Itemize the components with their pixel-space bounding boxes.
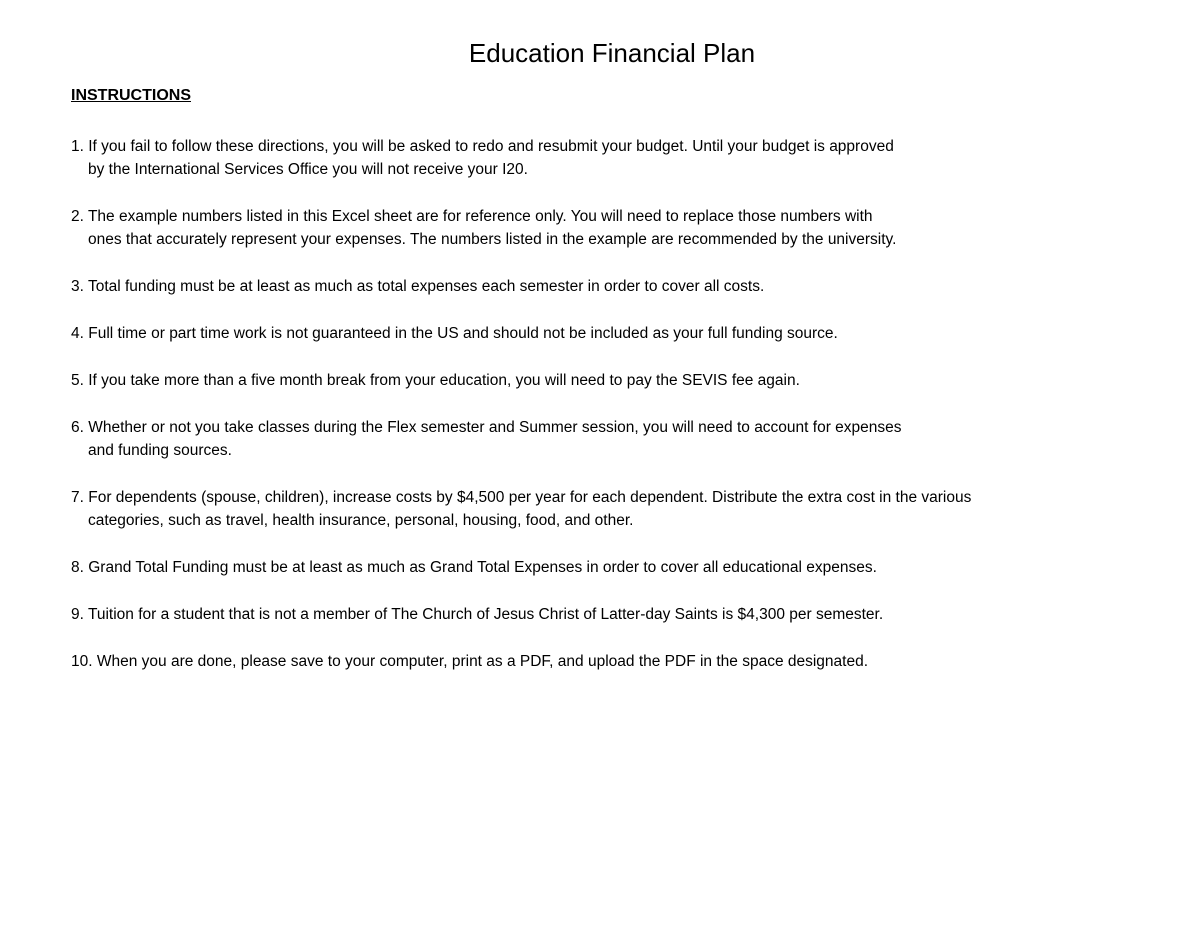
instructions-list: [71, 135, 1171, 697]
instruction-item: [71, 205, 1171, 251]
document-title: Education Financial Plan: [468, 38, 756, 68]
instruction-line: 5. If you take more than a five month break from your education, you will need to pay the SEVIS fee again.: [71, 372, 800, 389]
instruction-line: 3. Total funding must be at least as much as total expenses each semester in order to cover all costs.: [71, 278, 765, 295]
instruction-line: 1. If you fail to follow these directions, you will be asked to redo and resubmit your budget. Until your budget is approved: [71, 138, 894, 155]
instruction-item: [71, 486, 1171, 532]
instructions-heading: INSTRUCTIONS: [71, 87, 191, 104]
instruction-line: 4. Full time or part time work is not guaranteed in the US and should not be included as your full funding source.: [71, 325, 838, 342]
instruction-line: and funding sources.: [88, 442, 232, 459]
instruction-item: [71, 556, 1171, 579]
instruction-line: 9. Tuition for a student that is not a member of The Church of Jesus Christ of Latter-day Saints is $4,300 per semester.: [71, 606, 884, 623]
instruction-line: 7. For dependents (spouse, children), increase costs by $4,500 per year for each dependent. Distribute the extra cost in the various: [71, 489, 972, 506]
instruction-line: by the International Services Office you will not receive your I20.: [88, 161, 528, 178]
instruction-line: 10. When you are done, please save to your computer, print as a PDF, and upload the PDF in the space designated.: [71, 653, 869, 670]
instruction-line: ones that accurately represent your expenses. The numbers listed in the example are recommended by the university.: [88, 231, 897, 248]
instruction-item: [71, 603, 1171, 626]
instruction-item: [71, 416, 1171, 462]
instruction-line: 2. The example numbers listed in this Excel sheet are for reference only. You will need to replace those numbers with: [71, 208, 873, 225]
instruction-item: [71, 369, 1171, 392]
instruction-item: [71, 135, 1171, 181]
instruction-line: categories, such as travel, health insurance, personal, housing, food, and other.: [88, 512, 634, 529]
instruction-line: 8. Grand Total Funding must be at least as much as Grand Total Expenses in order to cover all educational expenses.: [71, 559, 877, 576]
instruction-item: [71, 650, 1171, 673]
instruction-line: 6. Whether or not you take classes during the Flex semester and Summer session, you will need to account for expenses: [71, 419, 902, 436]
instruction-item: [71, 275, 1171, 298]
instruction-item: [71, 322, 1171, 345]
